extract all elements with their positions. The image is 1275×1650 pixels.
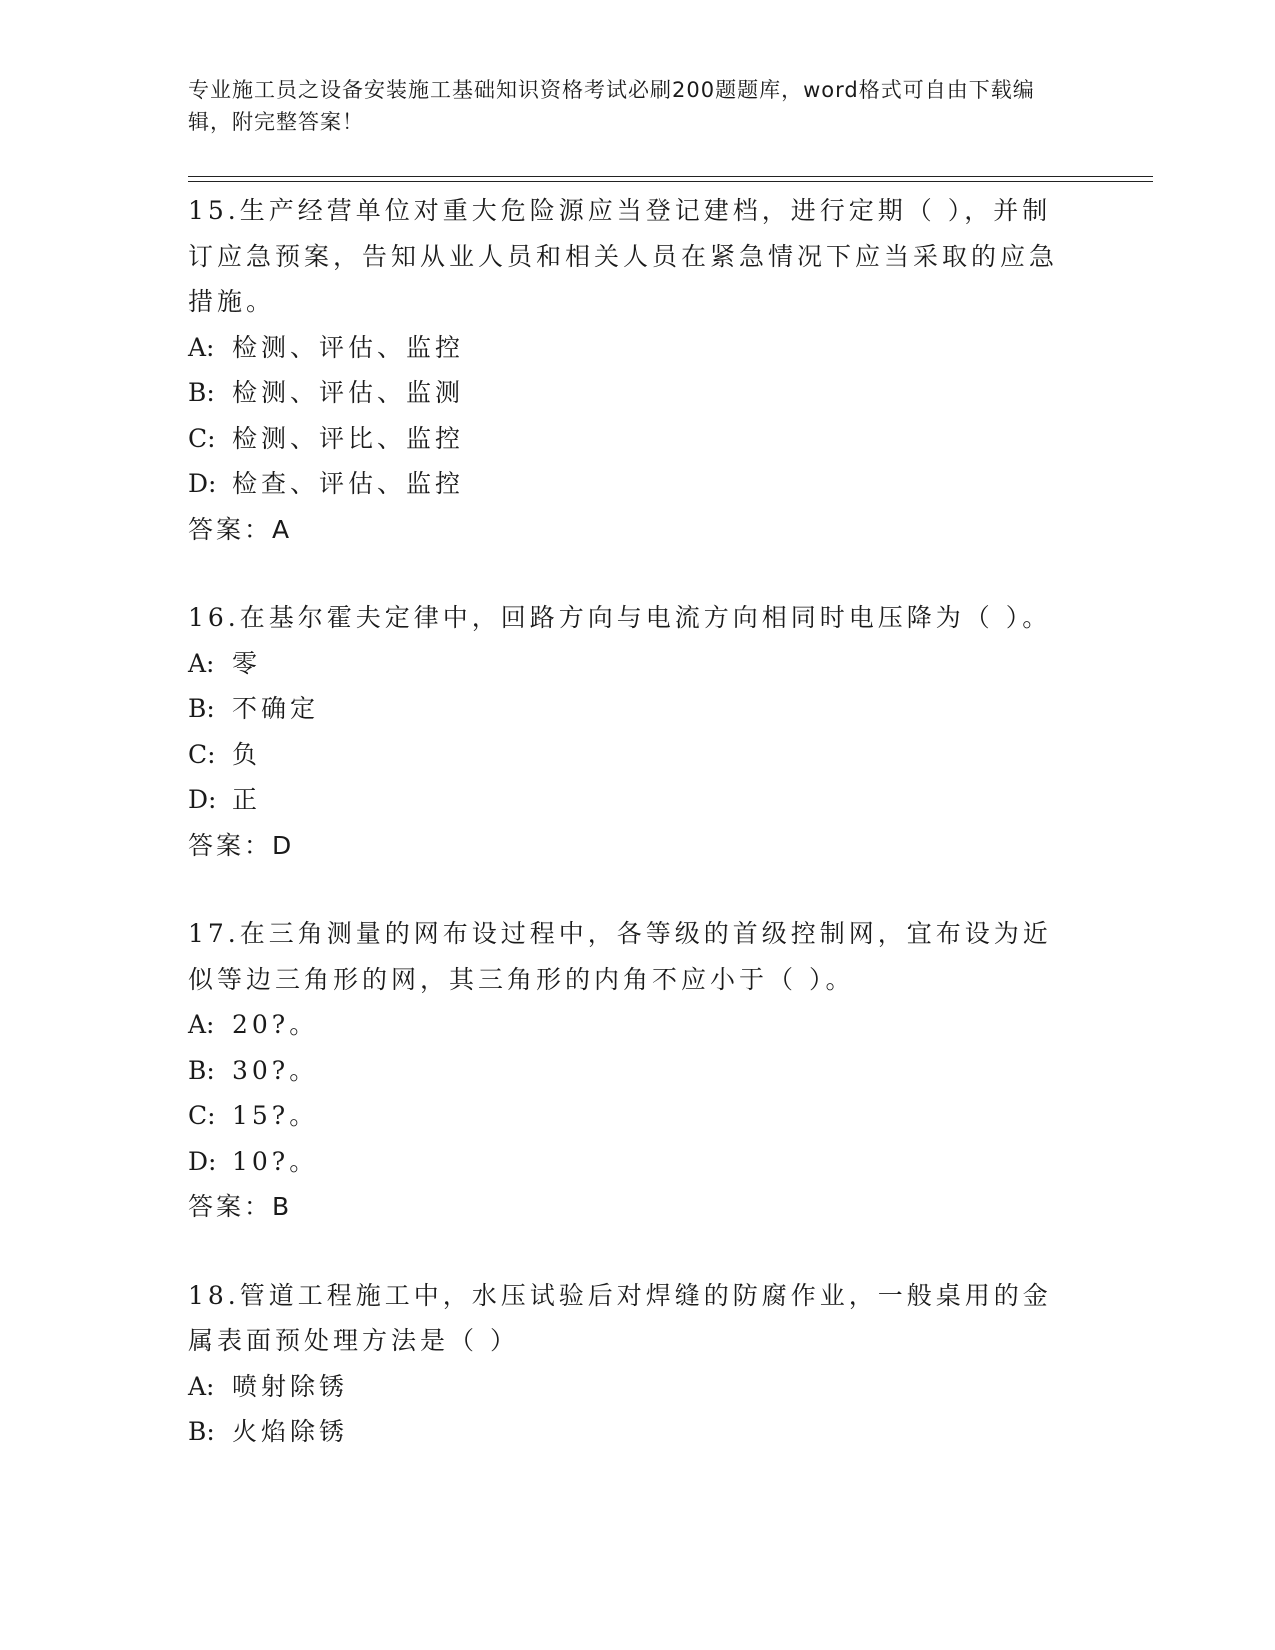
- option-letter: D:: [188, 785, 217, 814]
- option-text: 检测、评比、监控: [232, 423, 465, 453]
- question-list: [188, 188, 1068, 1498]
- header-divider-top: [188, 176, 1153, 177]
- option-a: [188, 1002, 1068, 1048]
- document-header: 专业施工员之设备安装施工基础知识资格考试必刷200题题库，word格式可自由下载编辑，附完整答案！: [188, 78, 1035, 134]
- question-stem: 15.生产经营单位对重大危险源应当登记建档，进行定期（ ），并制订应急预案，告知从业人员和相关人员在紧急情况下应当采取的应急措施。: [188, 196, 1059, 316]
- option-letter: B:: [188, 378, 215, 407]
- option-d: [188, 461, 1068, 507]
- question-stem: 16.在基尔霍夫定律中，回路方向与电流方向相同时电压降为（ ）。: [188, 603, 1052, 632]
- option-b: [188, 1409, 1068, 1455]
- answer-line: 答案：D: [188, 830, 295, 860]
- option-letter: A:: [188, 1010, 215, 1039]
- option-c: [188, 1093, 1068, 1139]
- option-a: [188, 641, 1068, 687]
- question-17: [188, 911, 1068, 1230]
- question-stem: 18.管道工程施工中，水压试验后对焊缝的防腐作业，一般桌用的金属表面预处理方法是（ ）: [188, 1280, 1052, 1355]
- header-divider-bottom: [188, 181, 1153, 182]
- option-letter: B:: [188, 1055, 215, 1085]
- option-text: 检测、评估、监测: [232, 378, 465, 407]
- option-text: 正: [232, 785, 262, 814]
- option-a: [188, 1364, 1068, 1410]
- question-18: [188, 1273, 1068, 1455]
- option-text: 15?。: [232, 1101, 319, 1130]
- option-d: [188, 777, 1068, 823]
- option-b: [188, 370, 1068, 416]
- option-letter: A:: [188, 332, 215, 362]
- option-text: 负: [232, 739, 262, 769]
- option-d: [188, 1139, 1068, 1185]
- option-letter: C:: [188, 423, 216, 453]
- option-a: [188, 325, 1068, 371]
- option-text: 不确定: [232, 694, 320, 723]
- option-letter: D:: [188, 1146, 217, 1176]
- option-text: 20?。: [232, 1010, 319, 1039]
- option-text: 火焰除锈: [232, 1417, 349, 1446]
- question-15: [188, 188, 1068, 552]
- option-letter: B:: [188, 1417, 215, 1446]
- option-text: 喷射除锈: [232, 1371, 349, 1401]
- option-text: 10?。: [232, 1146, 319, 1176]
- option-text: 30?。: [232, 1055, 319, 1085]
- option-b: [188, 1048, 1068, 1094]
- answer-line: 答案：B: [188, 1192, 293, 1221]
- option-letter: A:: [188, 648, 215, 678]
- question-stem: 17.在三角测量的网布设过程中，各等级的首级控制网，宜布设为近似等边三角形的网，其三角形的内角不应小于（ ）。: [188, 919, 1052, 994]
- option-letter: B:: [188, 694, 215, 723]
- option-letter: C:: [188, 1101, 216, 1130]
- option-b: [188, 686, 1068, 732]
- option-letter: D:: [188, 469, 217, 498]
- question-16: [188, 595, 1068, 868]
- option-text: 零: [232, 648, 262, 678]
- option-text: 检查、评估、监控: [232, 469, 465, 498]
- answer-line: 答案：A: [188, 514, 293, 544]
- option-text: 检测、评估、监控: [232, 332, 465, 362]
- option-letter: C:: [188, 739, 216, 769]
- option-c: [188, 416, 1068, 462]
- option-letter: A:: [188, 1371, 215, 1401]
- option-c: [188, 732, 1068, 778]
